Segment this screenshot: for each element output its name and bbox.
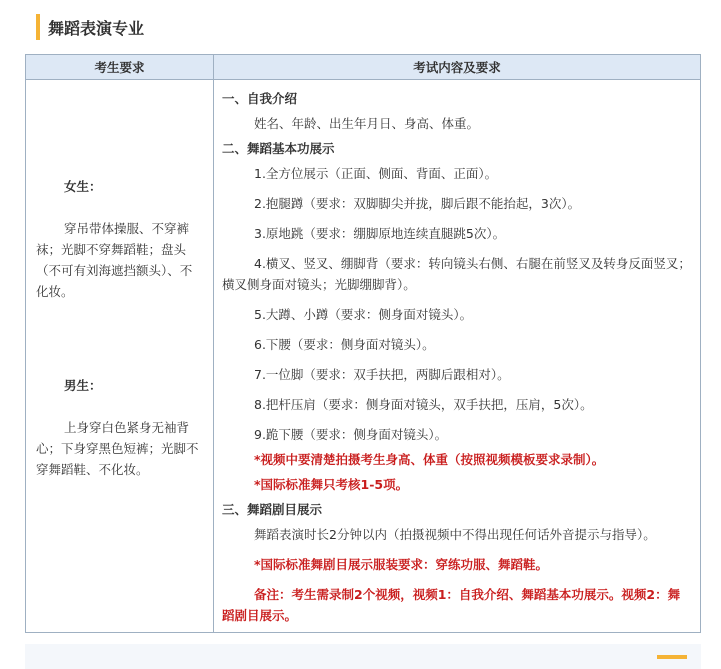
male-label: 男生：: [64, 378, 102, 393]
basic-skill-item: 1.全方位展示（正面、侧面、背面、正面）。: [254, 166, 498, 181]
female-requirements: 穿吊带体操服、不穿裤袜；光脚不穿舞蹈鞋；盘头（不可有刘海遮挡额头）、不化妆。: [36, 221, 193, 299]
remark-note: 备注：考生需录制2个视频，视频1：自我介绍、舞蹈基本功展示。视频2：舞蹈剧目展示。: [222, 587, 681, 623]
basic-skill-item: 7.一位脚（要求：双手扶把，两脚后跟相对）。: [254, 367, 510, 382]
exam-content-cell: [214, 80, 701, 633]
bottom-band: [25, 644, 701, 669]
section-basic-skills-title: 二、舞蹈基本功展示: [222, 141, 335, 156]
basic-skill-item: 9.跪下腰（要求：侧身面对镜头）。: [254, 427, 448, 442]
section-title: 舞蹈表演专业: [48, 18, 145, 38]
basic-skill-item: 8.把杆压肩（要求：侧身面对镜头，双手扶把，压肩，5次）。: [254, 397, 593, 412]
video-note: *视频中要清楚拍摄考生身高、体重（按照视频模板要求录制）。: [254, 452, 605, 467]
candidate-requirements-cell: [26, 80, 214, 633]
section-repertoire-title: 三、舞蹈剧目展示: [222, 502, 323, 517]
section-accent-bar: [36, 14, 40, 40]
section-self-intro-title: 一、自我介绍: [222, 91, 298, 106]
repertoire-text: 舞蹈表演时长2分钟以内（拍摄视频中不得出现任何话外音提示与指导）。: [254, 527, 656, 542]
table-header-row: [26, 55, 701, 80]
basic-skill-item: 4.横叉、竖叉、绷脚背（要求：转向镜头右侧、右腿在前竖叉及转身反面竖叉；横叉侧身面对镜头；光脚绷脚背）。: [222, 256, 691, 292]
self-intro-text: 姓名、年龄、出生年月日、身高、体重。: [254, 116, 480, 131]
male-requirements: 上身穿白色紧身无袖背心；下身穿黑色短裤；光脚不穿舞蹈鞋、不化妆。: [36, 420, 199, 477]
female-label: 女生：: [64, 179, 102, 194]
basic-skill-item: 5.大蹲、小蹲（要求：侧身面对镜头）。: [254, 307, 473, 322]
basic-skill-item: 2.抱腿蹲（要求：双脚脚尖并拢，脚后跟不能抬起，3次）。: [254, 196, 581, 211]
basic-skill-item: 6.下腰（要求：侧身面对镜头）。: [254, 337, 435, 352]
table-row: [26, 80, 701, 633]
ballroom-note: *国际标准舞只考核1-5项。: [254, 477, 409, 492]
requirements-table: [25, 54, 701, 633]
header-exam-content: 考试内容及要求: [214, 55, 701, 80]
costume-note: *国际标准舞剧目展示服装要求：穿练功服、舞蹈鞋。: [254, 557, 549, 572]
header-candidate-requirements: 考生要求: [26, 55, 214, 80]
bottom-accent-bar: [657, 655, 687, 659]
section-header: [36, 14, 144, 40]
basic-skill-item: 3.原地跳（要求：绷脚原地连续直腿跳5次）。: [254, 226, 506, 241]
